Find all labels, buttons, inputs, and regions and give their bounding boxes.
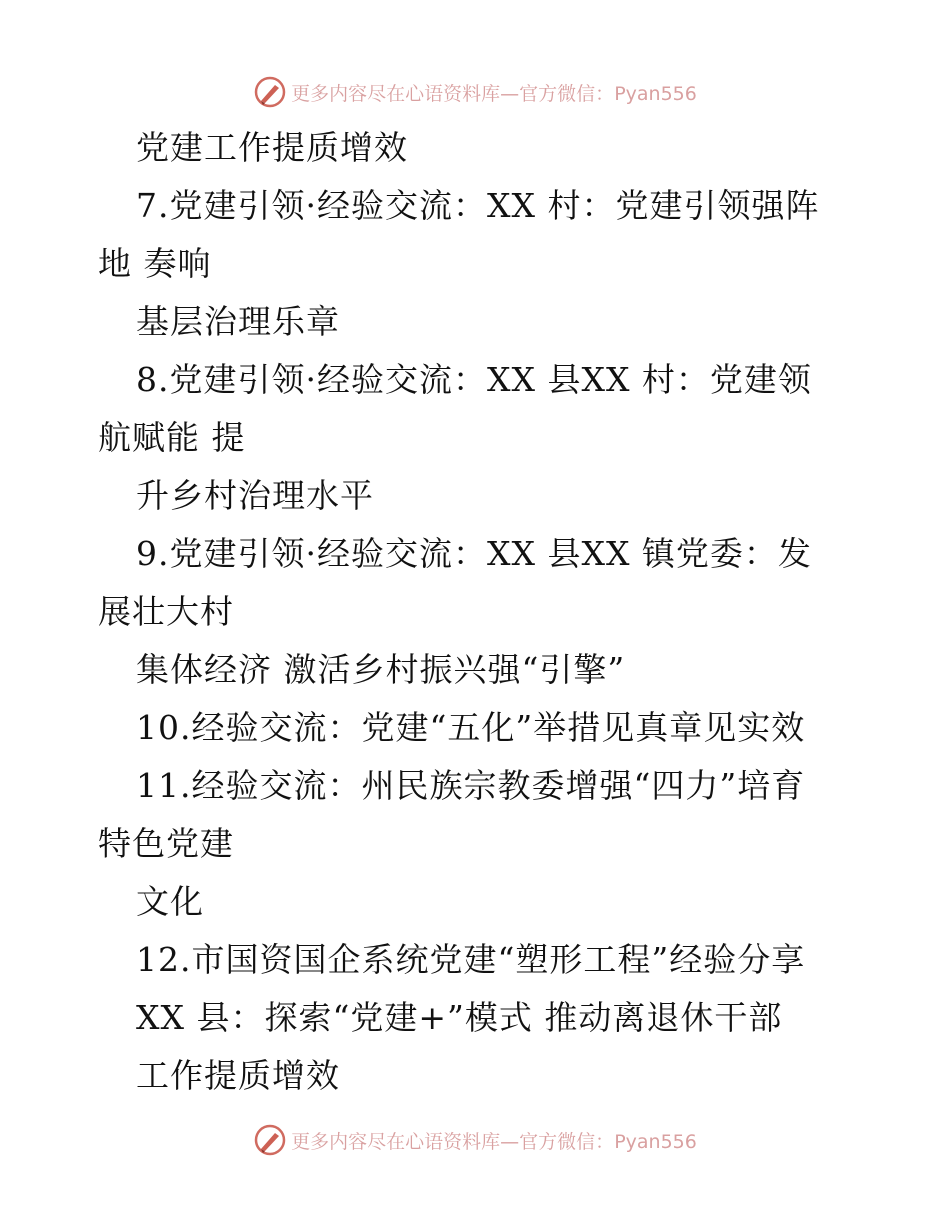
text-line: 7.党建引领·经验交流：XX 村：党建引领强阵 <box>136 186 820 225</box>
text-line: 工作提质增效 <box>136 1056 340 1095</box>
text-line: 8.党建引领·经验交流：XX 县XX 村：党建领 <box>136 360 812 399</box>
text-line: 12.市国资国企系统党建“塑形工程”经验分享 <box>136 940 806 979</box>
text-line: 文化 <box>136 882 204 921</box>
text-line: 党建工作提质增效 <box>136 128 408 167</box>
text-line: 航赋能 提 <box>98 418 246 457</box>
header-watermark-banner <box>0 72 950 112</box>
text-line: 特色党建 <box>98 824 234 863</box>
text-line: 升乡村治理水平 <box>136 476 374 515</box>
pen-logo-icon <box>253 75 287 109</box>
text-line: 基层治理乐章 <box>136 302 340 341</box>
text-line: 9.党建引领·经验交流：XX 县XX 镇党委：发 <box>136 534 812 573</box>
watermark-text: 更多内容尽在心语资料库—官方微信：Pyan556 <box>291 82 697 105</box>
text-line: 展壮大村 <box>98 592 234 631</box>
pen-logo-icon <box>253 1123 287 1157</box>
watermark-text: 更多内容尽在心语资料库—官方微信：Pyan556 <box>291 1130 697 1153</box>
text-line: 10.经验交流：党建“五化”举措见真章见实效 <box>136 708 806 747</box>
text-line: 地 奏响 <box>98 244 212 283</box>
text-line: 集体经济 激活乡村振兴强“引擎” <box>136 650 626 689</box>
text-line: XX 县：探索“党建+”模式 推动离退休干部 <box>136 998 783 1037</box>
footer-watermark-banner <box>0 1120 950 1160</box>
text-line: 11.经验交流：州民族宗教委增强“四力”培育 <box>136 766 806 805</box>
